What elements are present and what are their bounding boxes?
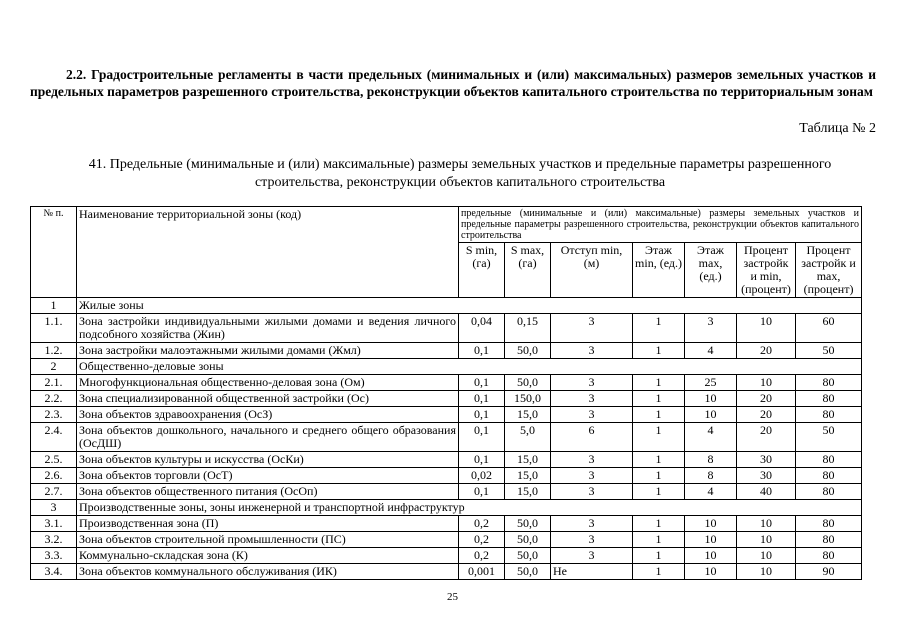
zone-name: Зона застройки малоэтажными жилыми домами (Жмл) xyxy=(77,343,459,359)
cell-otstup: Не xyxy=(551,564,633,580)
cell-smax: 15,0 xyxy=(505,407,551,423)
cell-smax: 50,0 xyxy=(505,516,551,532)
cell-proc-max: 80 xyxy=(796,375,862,391)
section-title: Жилые зоны xyxy=(77,298,862,314)
cell-etazh-max: 25 xyxy=(685,375,737,391)
cell-smax: 5,0 xyxy=(505,423,551,452)
cell-smax: 50,0 xyxy=(505,548,551,564)
cell-proc-min: 20 xyxy=(737,407,796,423)
zone-name: Зона застройки индивидуальными жилыми домами и ведения личного подсобного хозяйства (Жин) xyxy=(77,314,459,343)
cell-smax: 15,0 xyxy=(505,484,551,500)
section-number: 3 xyxy=(31,500,77,516)
cell-proc-min: 10 xyxy=(737,516,796,532)
cell-etazh-min: 1 xyxy=(633,375,685,391)
cell-etazh-min: 1 xyxy=(633,452,685,468)
row-number: 3.2. xyxy=(31,532,77,548)
section-title: Общественно-деловые зоны xyxy=(77,359,862,375)
cell-smin: 0,1 xyxy=(459,452,505,468)
page-number: 25 xyxy=(447,591,458,603)
cell-otstup: 3 xyxy=(551,375,633,391)
cell-proc-min: 10 xyxy=(737,314,796,343)
cell-smin: 0,1 xyxy=(459,343,505,359)
cell-proc-min: 20 xyxy=(737,391,796,407)
col-header-etazh-max: Этаж max, (ед.) xyxy=(685,243,737,298)
cell-etazh-min: 1 xyxy=(633,468,685,484)
cell-etazh-max: 4 xyxy=(685,423,737,452)
section-title: Производственные зоны, зоны инженерной и транспортной инфраструктур xyxy=(77,500,862,516)
zone-name: Зона объектов здравоохранения (ОсЗ) xyxy=(77,407,459,423)
section-heading: 2.2. Градостроительные регламенты в части предельных (минимальных и (или) максимальных) размеров земельных участков и предельных параметров разрешенного строительства, реконструкции объектов капитального строительства по территориальным зонам xyxy=(30,67,876,99)
col-header-group: предельные (минимальные и (или) максимальные) размеры земельных участков и предельные параметры разрешенного строительства, реконструкции объектов капитального строительства xyxy=(459,207,862,243)
cell-otstup: 3 xyxy=(551,452,633,468)
row-number: 2.5. xyxy=(31,452,77,468)
row-number: 3.3. xyxy=(31,548,77,564)
row-number: 2.1. xyxy=(31,375,77,391)
row-number: 2.4. xyxy=(31,423,77,452)
col-header-etazh-min: Этаж min, (ед.) xyxy=(633,243,685,298)
zone-name: Зона объектов общественного питания (ОсОп) xyxy=(77,484,459,500)
zone-name: Зона объектов торговли (ОсТ) xyxy=(77,468,459,484)
cell-smin: 0,001 xyxy=(459,564,505,580)
cell-smax: 50,0 xyxy=(505,343,551,359)
cell-otstup: 6 xyxy=(551,423,633,452)
cell-proc-max: 80 xyxy=(796,532,862,548)
cell-etazh-max: 10 xyxy=(685,516,737,532)
cell-etazh-min: 1 xyxy=(633,314,685,343)
section-number: 2 xyxy=(31,359,77,375)
row-number: 3.1. xyxy=(31,516,77,532)
cell-otstup: 3 xyxy=(551,532,633,548)
cell-smin: 0,04 xyxy=(459,314,505,343)
cell-etazh-max: 8 xyxy=(685,468,737,484)
zone-name: Производственная зона (П) xyxy=(77,516,459,532)
cell-proc-max: 80 xyxy=(796,452,862,468)
table-row xyxy=(31,484,862,500)
col-header-otstup: Отступ min, (м) xyxy=(551,243,633,298)
table-number: Таблица № 2 xyxy=(799,121,876,136)
table-row xyxy=(31,516,862,532)
header-row xyxy=(31,207,862,243)
cell-smax: 50,0 xyxy=(505,564,551,580)
zone-name: Зона объектов дошкольного, начального и среднего общего образования (ОсДШ) xyxy=(77,423,459,452)
table-row xyxy=(31,452,862,468)
table-row xyxy=(31,314,862,343)
section-row xyxy=(31,500,862,516)
col-header-proc-min: Процент застройк и min, (процент) xyxy=(737,243,796,298)
cell-etazh-min: 1 xyxy=(633,516,685,532)
cell-smin: 0,2 xyxy=(459,532,505,548)
row-number: 2.3. xyxy=(31,407,77,423)
table-row xyxy=(31,564,862,580)
zone-name: Коммунально-складская зона (К) xyxy=(77,548,459,564)
cell-etazh-min: 1 xyxy=(633,532,685,548)
cell-otstup: 3 xyxy=(551,468,633,484)
cell-smin: 0,2 xyxy=(459,548,505,564)
cell-otstup: 3 xyxy=(551,391,633,407)
col-header-num: № п. xyxy=(31,207,77,298)
cell-proc-min: 30 xyxy=(737,452,796,468)
col-header-smax: S max, (га) xyxy=(505,243,551,298)
cell-etazh-min: 1 xyxy=(633,407,685,423)
section-row xyxy=(31,298,862,314)
cell-otstup: 3 xyxy=(551,314,633,343)
cell-proc-min: 40 xyxy=(737,484,796,500)
cell-proc-max: 90 xyxy=(796,564,862,580)
cell-proc-min: 10 xyxy=(737,375,796,391)
cell-proc-max: 60 xyxy=(796,314,862,343)
row-number: 2.7. xyxy=(31,484,77,500)
cell-etazh-min: 1 xyxy=(633,484,685,500)
zone-name: Многофункциональная общественно-деловая зона (Ом) xyxy=(77,375,459,391)
cell-smin: 0,2 xyxy=(459,516,505,532)
cell-etazh-max: 3 xyxy=(685,314,737,343)
cell-etazh-min: 1 xyxy=(633,564,685,580)
table-row xyxy=(31,423,862,452)
cell-proc-max: 50 xyxy=(796,423,862,452)
zone-name: Зона объектов коммунального обслуживания (ИК) xyxy=(77,564,459,580)
cell-smin: 0,1 xyxy=(459,391,505,407)
zone-name: Зона специализированной общественной застройки (Ос) xyxy=(77,391,459,407)
row-number: 1.2. xyxy=(31,343,77,359)
table-row xyxy=(31,468,862,484)
cell-proc-min: 20 xyxy=(737,343,796,359)
cell-etazh-min: 1 xyxy=(633,391,685,407)
cell-smin: 0,1 xyxy=(459,484,505,500)
cell-etazh-max: 10 xyxy=(685,564,737,580)
cell-otstup: 3 xyxy=(551,407,633,423)
row-number: 1.1. xyxy=(31,314,77,343)
cell-etazh-min: 1 xyxy=(633,343,685,359)
cell-proc-max: 80 xyxy=(796,484,862,500)
cell-smin: 0,1 xyxy=(459,407,505,423)
row-number: 3.4. xyxy=(31,564,77,580)
cell-etazh-max: 10 xyxy=(685,407,737,423)
table-row xyxy=(31,343,862,359)
cell-etazh-max: 10 xyxy=(685,548,737,564)
cell-otstup: 3 xyxy=(551,548,633,564)
cell-etazh-max: 10 xyxy=(685,391,737,407)
cell-etazh-max: 10 xyxy=(685,532,737,548)
cell-smax: 15,0 xyxy=(505,468,551,484)
table-row xyxy=(31,407,862,423)
section-number: 1 xyxy=(31,298,77,314)
cell-smax: 0,15 xyxy=(505,314,551,343)
cell-proc-min: 20 xyxy=(737,423,796,452)
row-number: 2.2. xyxy=(31,391,77,407)
cell-otstup: 3 xyxy=(551,343,633,359)
cell-proc-max: 50 xyxy=(796,343,862,359)
cell-smin: 0,1 xyxy=(459,375,505,391)
zone-name: Зона объектов строительной промышленности (ПС) xyxy=(77,532,459,548)
cell-smax: 150,0 xyxy=(505,391,551,407)
cell-smax: 50,0 xyxy=(505,375,551,391)
col-header-smin: S min, (га) xyxy=(459,243,505,298)
cell-proc-max: 80 xyxy=(796,548,862,564)
table-row xyxy=(31,548,862,564)
cell-etazh-min: 1 xyxy=(633,423,685,452)
row-number: 2.6. xyxy=(31,468,77,484)
cell-proc-max: 80 xyxy=(796,391,862,407)
zone-name: Зона объектов культуры и искусства (ОсКи) xyxy=(77,452,459,468)
cell-smin: 0,1 xyxy=(459,423,505,452)
cell-etazh-min: 1 xyxy=(633,548,685,564)
col-header-proc-max: Процент застройк и max, (процент) xyxy=(796,243,862,298)
cell-proc-min: 10 xyxy=(737,548,796,564)
cell-proc-min: 10 xyxy=(737,532,796,548)
cell-smin: 0,02 xyxy=(459,468,505,484)
cell-otstup: 3 xyxy=(551,484,633,500)
cell-smax: 15,0 xyxy=(505,452,551,468)
cell-proc-max: 80 xyxy=(796,407,862,423)
cell-smax: 50,0 xyxy=(505,532,551,548)
cell-proc-max: 80 xyxy=(796,516,862,532)
section-row xyxy=(31,359,862,375)
table-row xyxy=(31,391,862,407)
cell-etazh-max: 4 xyxy=(685,484,737,500)
table-row xyxy=(31,375,862,391)
cell-etazh-max: 4 xyxy=(685,343,737,359)
table-caption: 41. Предельные (минимальные и (или) максимальные) размеры земельных участков и предельные параметры разрешенного строительства, реконструкции объектов капитального строительства xyxy=(88,157,832,190)
table-row xyxy=(31,532,862,548)
col-header-name: Наименование территориальной зоны (код) xyxy=(77,207,459,298)
cell-otstup: 3 xyxy=(551,516,633,532)
cell-etazh-max: 8 xyxy=(685,452,737,468)
regulations-table xyxy=(30,206,862,580)
cell-proc-min: 30 xyxy=(737,468,796,484)
cell-proc-max: 80 xyxy=(796,468,862,484)
cell-proc-min: 10 xyxy=(737,564,796,580)
